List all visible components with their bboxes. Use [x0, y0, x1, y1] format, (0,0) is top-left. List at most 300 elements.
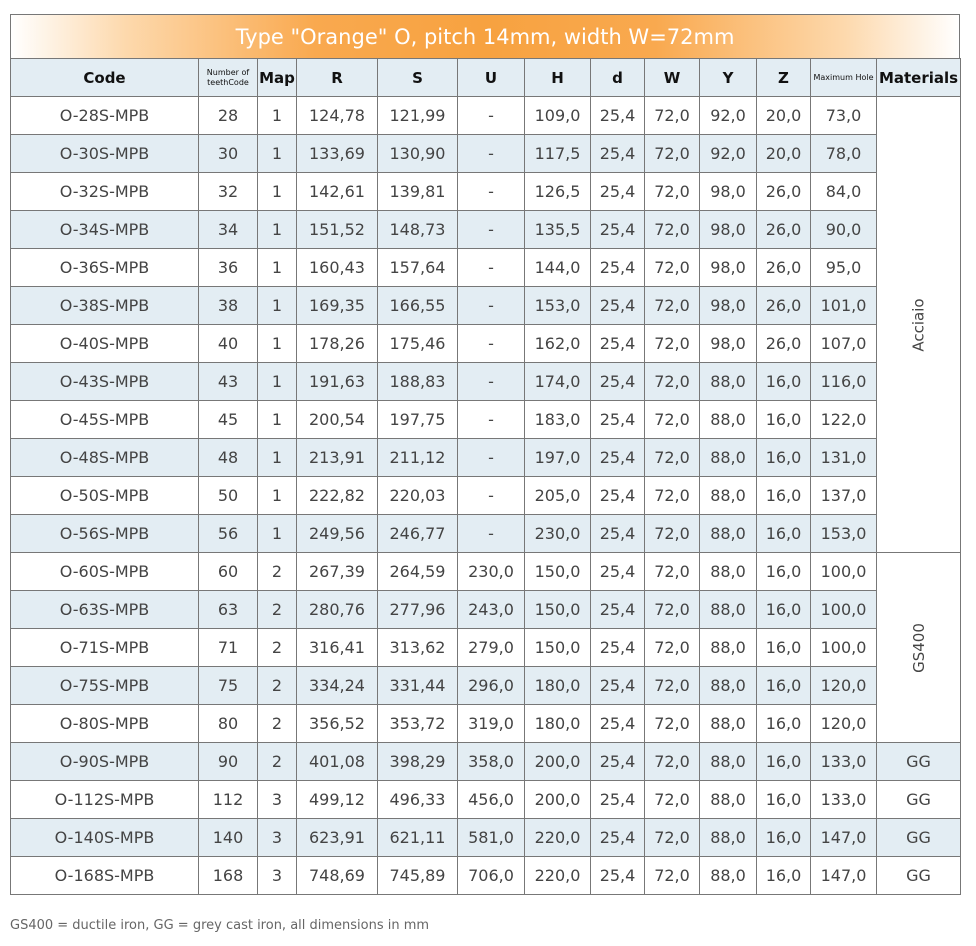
cell-u: -: [458, 249, 525, 287]
cell-hole: 133,0: [811, 743, 877, 781]
cell-w: 72,0: [645, 515, 700, 553]
cell-u: -: [458, 135, 525, 173]
cell-s: 246,77: [378, 515, 458, 553]
cell-map: 1: [258, 211, 297, 249]
cell-teeth: 90: [199, 743, 258, 781]
cell-u: 456,0: [458, 781, 525, 819]
cell-y: 92,0: [700, 135, 757, 173]
table-title: Type "Orange" O, pitch 14mm, width W=72mm: [10, 14, 960, 58]
cell-code: O-56S-MPB: [11, 515, 199, 553]
cell-w: 72,0: [645, 591, 700, 629]
cell-code: O-112S-MPB: [11, 781, 199, 819]
cell-hole: 147,0: [811, 819, 877, 857]
cell-r: 124,78: [297, 97, 378, 135]
cell-material: GG: [877, 819, 961, 857]
cell-hole: 95,0: [811, 249, 877, 287]
cell-r: 133,69: [297, 135, 378, 173]
cell-s: 188,83: [378, 363, 458, 401]
cell-map: 1: [258, 439, 297, 477]
cell-map: 1: [258, 287, 297, 325]
table-row: [11, 135, 961, 173]
table-row: [11, 173, 961, 211]
table-row: [11, 211, 961, 249]
cell-s: 148,73: [378, 211, 458, 249]
header-row: [11, 59, 961, 97]
cell-w: 72,0: [645, 325, 700, 363]
cell-material: GG: [877, 857, 961, 895]
cell-u: -: [458, 173, 525, 211]
header-d: d: [591, 59, 645, 97]
cell-hole: 107,0: [811, 325, 877, 363]
cell-z: 16,0: [757, 477, 811, 515]
cell-r: 356,52: [297, 705, 378, 743]
cell-code: O-60S-MPB: [11, 553, 199, 591]
cell-s: 331,44: [378, 667, 458, 705]
cell-h: 144,0: [525, 249, 591, 287]
cell-w: 72,0: [645, 401, 700, 439]
cell-w: 72,0: [645, 135, 700, 173]
cell-teeth: 140: [199, 819, 258, 857]
cell-y: 98,0: [700, 249, 757, 287]
cell-z: 16,0: [757, 515, 811, 553]
cell-z: 16,0: [757, 553, 811, 591]
table-row: [11, 477, 961, 515]
cell-teeth: 32: [199, 173, 258, 211]
cell-teeth: 75: [199, 667, 258, 705]
cell-r: 499,12: [297, 781, 378, 819]
cell-r: 213,91: [297, 439, 378, 477]
cell-map: 1: [258, 135, 297, 173]
cell-teeth: 168: [199, 857, 258, 895]
cell-d: 25,4: [591, 401, 645, 439]
cell-r: 191,63: [297, 363, 378, 401]
header-teeth-line1: Number of: [206, 67, 250, 77]
cell-r: 316,41: [297, 629, 378, 667]
cell-h: 197,0: [525, 439, 591, 477]
cell-hole: 73,0: [811, 97, 877, 135]
cell-y: 98,0: [700, 211, 757, 249]
header-teeth-line2: teethCode: [207, 77, 249, 87]
cell-y: 88,0: [700, 743, 757, 781]
table-row: [11, 781, 961, 819]
cell-d: 25,4: [591, 743, 645, 781]
material-gs400: [877, 553, 961, 743]
cell-d: 25,4: [591, 629, 645, 667]
cell-u: -: [458, 211, 525, 249]
cell-s: 398,29: [378, 743, 458, 781]
cell-h: 200,0: [525, 781, 591, 819]
cell-y: 88,0: [700, 819, 757, 857]
cell-teeth: 28: [199, 97, 258, 135]
cell-u: -: [458, 97, 525, 135]
product-table-sheet: [10, 14, 960, 895]
cell-code: O-34S-MPB: [11, 211, 199, 249]
cell-h: 153,0: [525, 287, 591, 325]
cell-h: 220,0: [525, 819, 591, 857]
material-label: Acciaio: [909, 298, 928, 352]
cell-material: GG: [877, 743, 961, 781]
cell-r: 222,82: [297, 477, 378, 515]
table-row: [11, 819, 961, 857]
cell-map: 1: [258, 363, 297, 401]
cell-map: 1: [258, 97, 297, 135]
cell-z: 16,0: [757, 781, 811, 819]
cell-code: O-168S-MPB: [11, 857, 199, 895]
cell-u: 706,0: [458, 857, 525, 895]
cell-y: 98,0: [700, 287, 757, 325]
cell-s: 175,46: [378, 325, 458, 363]
cell-w: 72,0: [645, 97, 700, 135]
cell-w: 72,0: [645, 629, 700, 667]
cell-code: O-75S-MPB: [11, 667, 199, 705]
cell-code: O-71S-MPB: [11, 629, 199, 667]
cell-h: 150,0: [525, 629, 591, 667]
cell-code: O-32S-MPB: [11, 173, 199, 211]
cell-d: 25,4: [591, 515, 645, 553]
cell-w: 72,0: [645, 211, 700, 249]
cell-code: O-30S-MPB: [11, 135, 199, 173]
cell-hole: 101,0: [811, 287, 877, 325]
cell-z: 16,0: [757, 857, 811, 895]
cell-map: 2: [258, 705, 297, 743]
cell-w: 72,0: [645, 249, 700, 287]
cell-r: 169,35: [297, 287, 378, 325]
cell-z: 16,0: [757, 591, 811, 629]
cell-w: 72,0: [645, 363, 700, 401]
cell-y: 88,0: [700, 477, 757, 515]
material-label: GS400: [909, 623, 928, 673]
cell-code: O-80S-MPB: [11, 705, 199, 743]
cell-teeth: 112: [199, 781, 258, 819]
cell-s: 130,90: [378, 135, 458, 173]
cell-w: 72,0: [645, 743, 700, 781]
cell-w: 72,0: [645, 705, 700, 743]
header-h: H: [525, 59, 591, 97]
header-z: Z: [757, 59, 811, 97]
cell-hole: 90,0: [811, 211, 877, 249]
cell-teeth: 40: [199, 325, 258, 363]
cell-z: 26,0: [757, 325, 811, 363]
cell-code: O-36S-MPB: [11, 249, 199, 287]
cell-z: 26,0: [757, 211, 811, 249]
header-teeth: [199, 59, 258, 97]
cell-z: 16,0: [757, 819, 811, 857]
cell-w: 72,0: [645, 857, 700, 895]
cell-z: 26,0: [757, 287, 811, 325]
cell-u: 358,0: [458, 743, 525, 781]
cell-y: 88,0: [700, 667, 757, 705]
cell-r: 401,08: [297, 743, 378, 781]
cell-hole: 153,0: [811, 515, 877, 553]
header-u: U: [458, 59, 525, 97]
cell-h: 117,5: [525, 135, 591, 173]
cell-z: 16,0: [757, 629, 811, 667]
cell-y: 88,0: [700, 591, 757, 629]
cell-s: 211,12: [378, 439, 458, 477]
cell-r: 249,56: [297, 515, 378, 553]
cell-s: 166,55: [378, 287, 458, 325]
cell-y: 88,0: [700, 439, 757, 477]
cell-d: 25,4: [591, 477, 645, 515]
cell-teeth: 63: [199, 591, 258, 629]
header-materials: Materials: [877, 59, 961, 97]
cell-map: 2: [258, 591, 297, 629]
table-row: [11, 591, 961, 629]
cell-z: 16,0: [757, 667, 811, 705]
table-row: [11, 705, 961, 743]
cell-teeth: 38: [199, 287, 258, 325]
cell-d: 25,4: [591, 781, 645, 819]
cell-r: 623,91: [297, 819, 378, 857]
cell-hole: 131,0: [811, 439, 877, 477]
cell-y: 88,0: [700, 781, 757, 819]
cell-r: 280,76: [297, 591, 378, 629]
material-acciaio: [877, 97, 961, 553]
cell-r: 142,61: [297, 173, 378, 211]
cell-map: 1: [258, 325, 297, 363]
cell-d: 25,4: [591, 173, 645, 211]
cell-teeth: 34: [199, 211, 258, 249]
cell-hole: 120,0: [811, 667, 877, 705]
table-row: [11, 401, 961, 439]
cell-hole: 122,0: [811, 401, 877, 439]
cell-z: 20,0: [757, 135, 811, 173]
cell-u: 243,0: [458, 591, 525, 629]
cell-y: 98,0: [700, 173, 757, 211]
cell-r: 151,52: [297, 211, 378, 249]
cell-d: 25,4: [591, 363, 645, 401]
cell-h: 109,0: [525, 97, 591, 135]
cell-map: 2: [258, 553, 297, 591]
cell-d: 25,4: [591, 819, 645, 857]
table-row: [11, 439, 961, 477]
cell-z: 26,0: [757, 173, 811, 211]
cell-h: 180,0: [525, 705, 591, 743]
table-row: [11, 249, 961, 287]
cell-u: -: [458, 401, 525, 439]
cell-s: 277,96: [378, 591, 458, 629]
cell-y: 88,0: [700, 401, 757, 439]
cell-hole: 100,0: [811, 553, 877, 591]
cell-d: 25,4: [591, 249, 645, 287]
table-row: [11, 515, 961, 553]
cell-code: O-45S-MPB: [11, 401, 199, 439]
cell-d: 25,4: [591, 439, 645, 477]
cell-map: 1: [258, 401, 297, 439]
cell-hole: 120,0: [811, 705, 877, 743]
cell-map: 3: [258, 857, 297, 895]
cell-hole: 78,0: [811, 135, 877, 173]
table-body: [11, 97, 961, 895]
cell-hole: 137,0: [811, 477, 877, 515]
cell-d: 25,4: [591, 135, 645, 173]
cell-z: 16,0: [757, 401, 811, 439]
cell-u: -: [458, 363, 525, 401]
cell-y: 88,0: [700, 857, 757, 895]
cell-d: 25,4: [591, 591, 645, 629]
cell-hole: 100,0: [811, 629, 877, 667]
cell-teeth: 45: [199, 401, 258, 439]
cell-h: 205,0: [525, 477, 591, 515]
table-row: [11, 857, 961, 895]
cell-z: 20,0: [757, 97, 811, 135]
cell-hole: 147,0: [811, 857, 877, 895]
cell-map: 1: [258, 249, 297, 287]
cell-y: 98,0: [700, 325, 757, 363]
cell-y: 92,0: [700, 97, 757, 135]
cell-map: 1: [258, 173, 297, 211]
table-row: [11, 363, 961, 401]
header-s: S: [378, 59, 458, 97]
header-y: Y: [700, 59, 757, 97]
cell-h: 230,0: [525, 515, 591, 553]
cell-u: -: [458, 477, 525, 515]
cell-h: 220,0: [525, 857, 591, 895]
cell-u: -: [458, 287, 525, 325]
footnote: GS400 = ductile iron, GG = grey cast iron, all dimensions in mm: [10, 918, 430, 933]
cell-w: 72,0: [645, 667, 700, 705]
cell-h: 180,0: [525, 667, 591, 705]
table-row: [11, 325, 961, 363]
cell-h: 162,0: [525, 325, 591, 363]
cell-s: 197,75: [378, 401, 458, 439]
cell-teeth: 48: [199, 439, 258, 477]
cell-s: 220,03: [378, 477, 458, 515]
table-row: [11, 287, 961, 325]
cell-map: 1: [258, 515, 297, 553]
cell-h: 126,5: [525, 173, 591, 211]
cell-s: 157,64: [378, 249, 458, 287]
cell-hole: 100,0: [811, 591, 877, 629]
cell-map: 3: [258, 781, 297, 819]
cell-r: 178,26: [297, 325, 378, 363]
cell-map: 2: [258, 629, 297, 667]
cell-code: O-140S-MPB: [11, 819, 199, 857]
cell-teeth: 56: [199, 515, 258, 553]
cell-u: 319,0: [458, 705, 525, 743]
cell-d: 25,4: [591, 667, 645, 705]
cell-map: 2: [258, 667, 297, 705]
cell-u: -: [458, 515, 525, 553]
cell-code: O-28S-MPB: [11, 97, 199, 135]
cell-y: 88,0: [700, 705, 757, 743]
cell-d: 25,4: [591, 705, 645, 743]
cell-code: O-48S-MPB: [11, 439, 199, 477]
cell-teeth: 36: [199, 249, 258, 287]
cell-w: 72,0: [645, 553, 700, 591]
cell-code: O-40S-MPB: [11, 325, 199, 363]
cell-y: 88,0: [700, 629, 757, 667]
cell-code: O-63S-MPB: [11, 591, 199, 629]
dimensions-table: [10, 58, 961, 895]
cell-w: 72,0: [645, 477, 700, 515]
header-r: R: [297, 59, 378, 97]
cell-w: 72,0: [645, 439, 700, 477]
cell-d: 25,4: [591, 857, 645, 895]
cell-s: 121,99: [378, 97, 458, 135]
cell-teeth: 30: [199, 135, 258, 173]
cell-s: 313,62: [378, 629, 458, 667]
cell-z: 16,0: [757, 363, 811, 401]
cell-teeth: 80: [199, 705, 258, 743]
cell-r: 200,54: [297, 401, 378, 439]
cell-y: 88,0: [700, 553, 757, 591]
cell-code: O-43S-MPB: [11, 363, 199, 401]
header-code: Code: [11, 59, 199, 97]
cell-h: 174,0: [525, 363, 591, 401]
cell-z: 16,0: [757, 705, 811, 743]
cell-hole: 133,0: [811, 781, 877, 819]
cell-s: 496,33: [378, 781, 458, 819]
cell-code: O-38S-MPB: [11, 287, 199, 325]
cell-s: 139,81: [378, 173, 458, 211]
cell-r: 334,24: [297, 667, 378, 705]
cell-h: 150,0: [525, 591, 591, 629]
cell-s: 745,89: [378, 857, 458, 895]
cell-u: 279,0: [458, 629, 525, 667]
cell-h: 200,0: [525, 743, 591, 781]
cell-s: 353,72: [378, 705, 458, 743]
cell-y: 88,0: [700, 515, 757, 553]
table-row: [11, 743, 961, 781]
table-row: [11, 629, 961, 667]
cell-r: 160,43: [297, 249, 378, 287]
header-max-hole: Maximum Hole: [811, 59, 877, 97]
cell-h: 183,0: [525, 401, 591, 439]
cell-w: 72,0: [645, 819, 700, 857]
cell-u: 581,0: [458, 819, 525, 857]
cell-code: O-90S-MPB: [11, 743, 199, 781]
header-map: Map: [258, 59, 297, 97]
cell-h: 135,5: [525, 211, 591, 249]
table-row: [11, 97, 961, 135]
cell-hole: 84,0: [811, 173, 877, 211]
cell-z: 26,0: [757, 249, 811, 287]
cell-map: 1: [258, 477, 297, 515]
cell-h: 150,0: [525, 553, 591, 591]
cell-w: 72,0: [645, 287, 700, 325]
cell-teeth: 60: [199, 553, 258, 591]
cell-w: 72,0: [645, 781, 700, 819]
cell-d: 25,4: [591, 287, 645, 325]
header-w: W: [645, 59, 700, 97]
cell-map: 2: [258, 743, 297, 781]
cell-d: 25,4: [591, 553, 645, 591]
cell-teeth: 71: [199, 629, 258, 667]
cell-w: 72,0: [645, 173, 700, 211]
cell-s: 264,59: [378, 553, 458, 591]
cell-d: 25,4: [591, 325, 645, 363]
cell-r: 267,39: [297, 553, 378, 591]
cell-map: 3: [258, 819, 297, 857]
cell-u: -: [458, 325, 525, 363]
cell-z: 16,0: [757, 439, 811, 477]
cell-teeth: 50: [199, 477, 258, 515]
cell-z: 16,0: [757, 743, 811, 781]
cell-s: 621,11: [378, 819, 458, 857]
cell-material: GG: [877, 781, 961, 819]
cell-u: 230,0: [458, 553, 525, 591]
cell-d: 25,4: [591, 211, 645, 249]
cell-code: O-50S-MPB: [11, 477, 199, 515]
table-row: [11, 667, 961, 705]
cell-u: -: [458, 439, 525, 477]
cell-teeth: 43: [199, 363, 258, 401]
table-row: [11, 553, 961, 591]
cell-u: 296,0: [458, 667, 525, 705]
cell-y: 88,0: [700, 363, 757, 401]
cell-r: 748,69: [297, 857, 378, 895]
